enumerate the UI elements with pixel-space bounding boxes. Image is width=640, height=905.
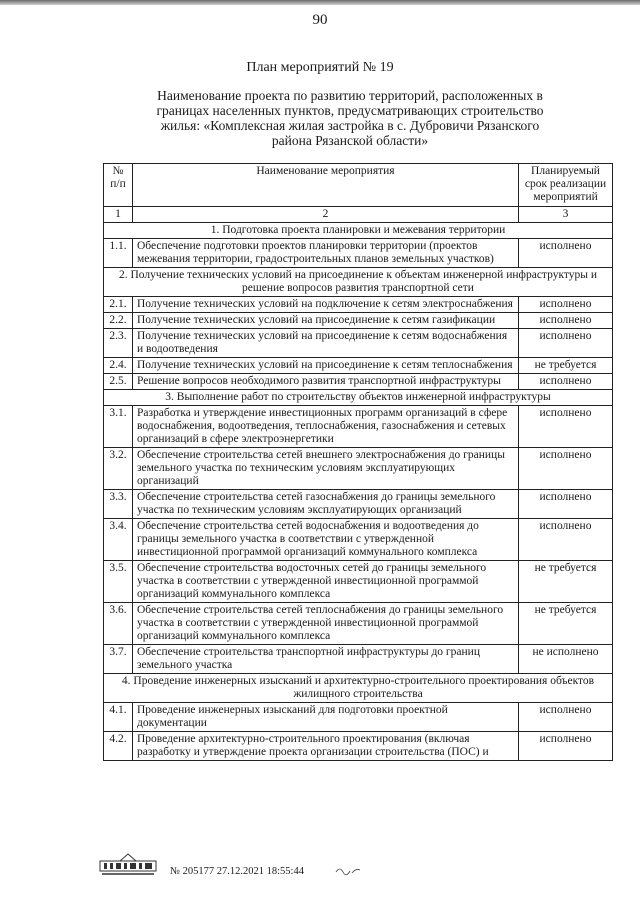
item-name: Обеспечение строительства водосточных сетей до границы земельного участка в соответствии с утвержденной инвестиционной программой организаций коммунального комплекса xyxy=(133,561,519,603)
section-title: 2. Получение технических условий на присоединение к объектам инженерной инфраструктуры и решение вопросов развития транспортной сети xyxy=(104,268,613,297)
table-row xyxy=(104,732,613,761)
item-term: исполнено xyxy=(519,732,613,761)
table-row xyxy=(104,329,613,358)
header-num: № п/п xyxy=(104,164,133,207)
item-term: исполнено xyxy=(519,406,613,448)
table-row xyxy=(104,448,613,490)
table-row xyxy=(104,645,613,674)
plan-table xyxy=(103,163,613,761)
item-number: 2.4. xyxy=(104,358,133,374)
table-row xyxy=(104,603,613,645)
item-term: не требуется xyxy=(519,561,613,603)
index-cell: 3 xyxy=(519,207,613,223)
table-row xyxy=(104,374,613,390)
header-term: Планируемый срок реализации мероприятий xyxy=(519,164,613,207)
section-title: 1. Подготовка проекта планировки и межевания территории xyxy=(104,223,613,239)
item-term: исполнено xyxy=(519,297,613,313)
item-number: 3.5. xyxy=(104,561,133,603)
table-body xyxy=(104,223,613,761)
table-row xyxy=(104,519,613,561)
table-row xyxy=(104,490,613,519)
item-term: исполнено xyxy=(519,239,613,268)
item-term: исполнено xyxy=(519,329,613,358)
item-number: 2.2. xyxy=(104,313,133,329)
section-title: 3. Выполнение работ по строительству объектов инженерной инфраструктуры xyxy=(104,390,613,406)
item-term: исполнено xyxy=(519,519,613,561)
item-number: 4.2. xyxy=(104,732,133,761)
table-row xyxy=(104,239,613,268)
item-name: Обеспечение строительства сетей теплоснабжения до границы земельного участка в соответствии с утвержденной инвестиционной программой организаций коммунального комплекса xyxy=(133,603,519,645)
table-row xyxy=(104,313,613,329)
item-name: Получение технических условий на подключение к сетям электроснабжения xyxy=(133,297,519,313)
item-number: 4.1. xyxy=(104,703,133,732)
item-number: 2.3. xyxy=(104,329,133,358)
item-name: Получение технических условий на присоединение к сетям теплоснабжения xyxy=(133,358,519,374)
index-cell: 1 xyxy=(104,207,133,223)
item-name: Обеспечение строительства транспортной инфраструктуры до границ земельного участка xyxy=(133,645,519,674)
table-header-row xyxy=(104,164,613,207)
item-number: 1.1. xyxy=(104,239,133,268)
item-number: 3.3. xyxy=(104,490,133,519)
table-row xyxy=(104,358,613,374)
plan-title: План мероприятий № 19 xyxy=(246,60,394,75)
item-term: не требуется xyxy=(519,358,613,374)
item-name: Получение технических условий на присоединение к сетям газификации xyxy=(133,313,519,329)
item-name: Обеспечение строительства сетей внешнего электроснабжения до границы земельного участка по техническим условиям эксплуатирующих организаций xyxy=(133,448,519,490)
item-term: исполнено xyxy=(519,313,613,329)
table-row xyxy=(104,406,613,448)
project-name: Наименование проекта по развитию территорий, расположенных в границах населенных пунктов, предусматривающих строительство жилья: «Комплексная жилая застройка в с. Дубровичи Рязанского района Рязанской области» xyxy=(156,88,544,148)
footer xyxy=(98,852,618,882)
item-name: Решение вопросов необходимого развития транспортной инфраструктуры xyxy=(133,374,519,390)
header-name: Наименование мероприятия xyxy=(133,164,519,207)
table-row xyxy=(104,703,613,732)
section-row xyxy=(104,674,613,703)
item-number: 3.1. xyxy=(104,406,133,448)
item-number: 2.1. xyxy=(104,297,133,313)
page-number: 90 xyxy=(312,12,328,28)
item-number: 3.2. xyxy=(104,448,133,490)
signature-scribble-icon xyxy=(334,862,364,876)
document-id: № 205177 27.12.2021 18:55:44 xyxy=(170,866,304,877)
table-index-row xyxy=(104,207,613,223)
table-row xyxy=(104,297,613,313)
item-name: Обеспечение подготовки проектов планировки территории (проектов межевания территории, градостроительных планов земельных участков) xyxy=(133,239,519,268)
index-cell: 2 xyxy=(133,207,519,223)
item-number: 3.6. xyxy=(104,603,133,645)
item-term: исполнено xyxy=(519,490,613,519)
item-term: не исполнено xyxy=(519,645,613,674)
item-name: Разработка и утверждение инвестиционных программ организаций в сфере водоснабжения, водоотведения, теплоснабжения, газоснабжения и сетевых организаций в сфере электроэнергетики xyxy=(133,406,519,448)
item-number: 2.5. xyxy=(104,374,133,390)
item-term: исполнено xyxy=(519,374,613,390)
item-term: не требуется xyxy=(519,603,613,645)
item-term: исполнено xyxy=(519,448,613,490)
section-row xyxy=(104,268,613,297)
item-name: Получение технических условий на присоединение к сетям водоснабжения и водоотведения xyxy=(133,329,519,358)
item-number: 3.7. xyxy=(104,645,133,674)
section-title: 4. Проведение инженерных изысканий и архитектурно-строительного проектирования объектов жилищного строительства xyxy=(104,674,613,703)
registration-stamp-icon xyxy=(98,852,158,878)
scan-edge xyxy=(0,0,640,5)
section-row xyxy=(104,390,613,406)
item-name: Проведение инженерных изысканий для подготовки проектной документации xyxy=(133,703,519,732)
item-number: 3.4. xyxy=(104,519,133,561)
item-name: Обеспечение строительства сетей водоснабжения и водоотведения до границы земельного участка в соответствии с утвержденной инвестиционной программой организаций коммунального комплекса xyxy=(133,519,519,561)
item-term: исполнено xyxy=(519,703,613,732)
table-row xyxy=(104,561,613,603)
item-name: Обеспечение строительства сетей газоснабжения до границы земельного участка по техническим условиям эксплуатирующих организаций xyxy=(133,490,519,519)
section-row xyxy=(104,223,613,239)
item-name: Проведение архитектурно-строительного проектирования (включая разработку и утверждение проекта организации строительства (ПОС) и xyxy=(133,732,519,761)
